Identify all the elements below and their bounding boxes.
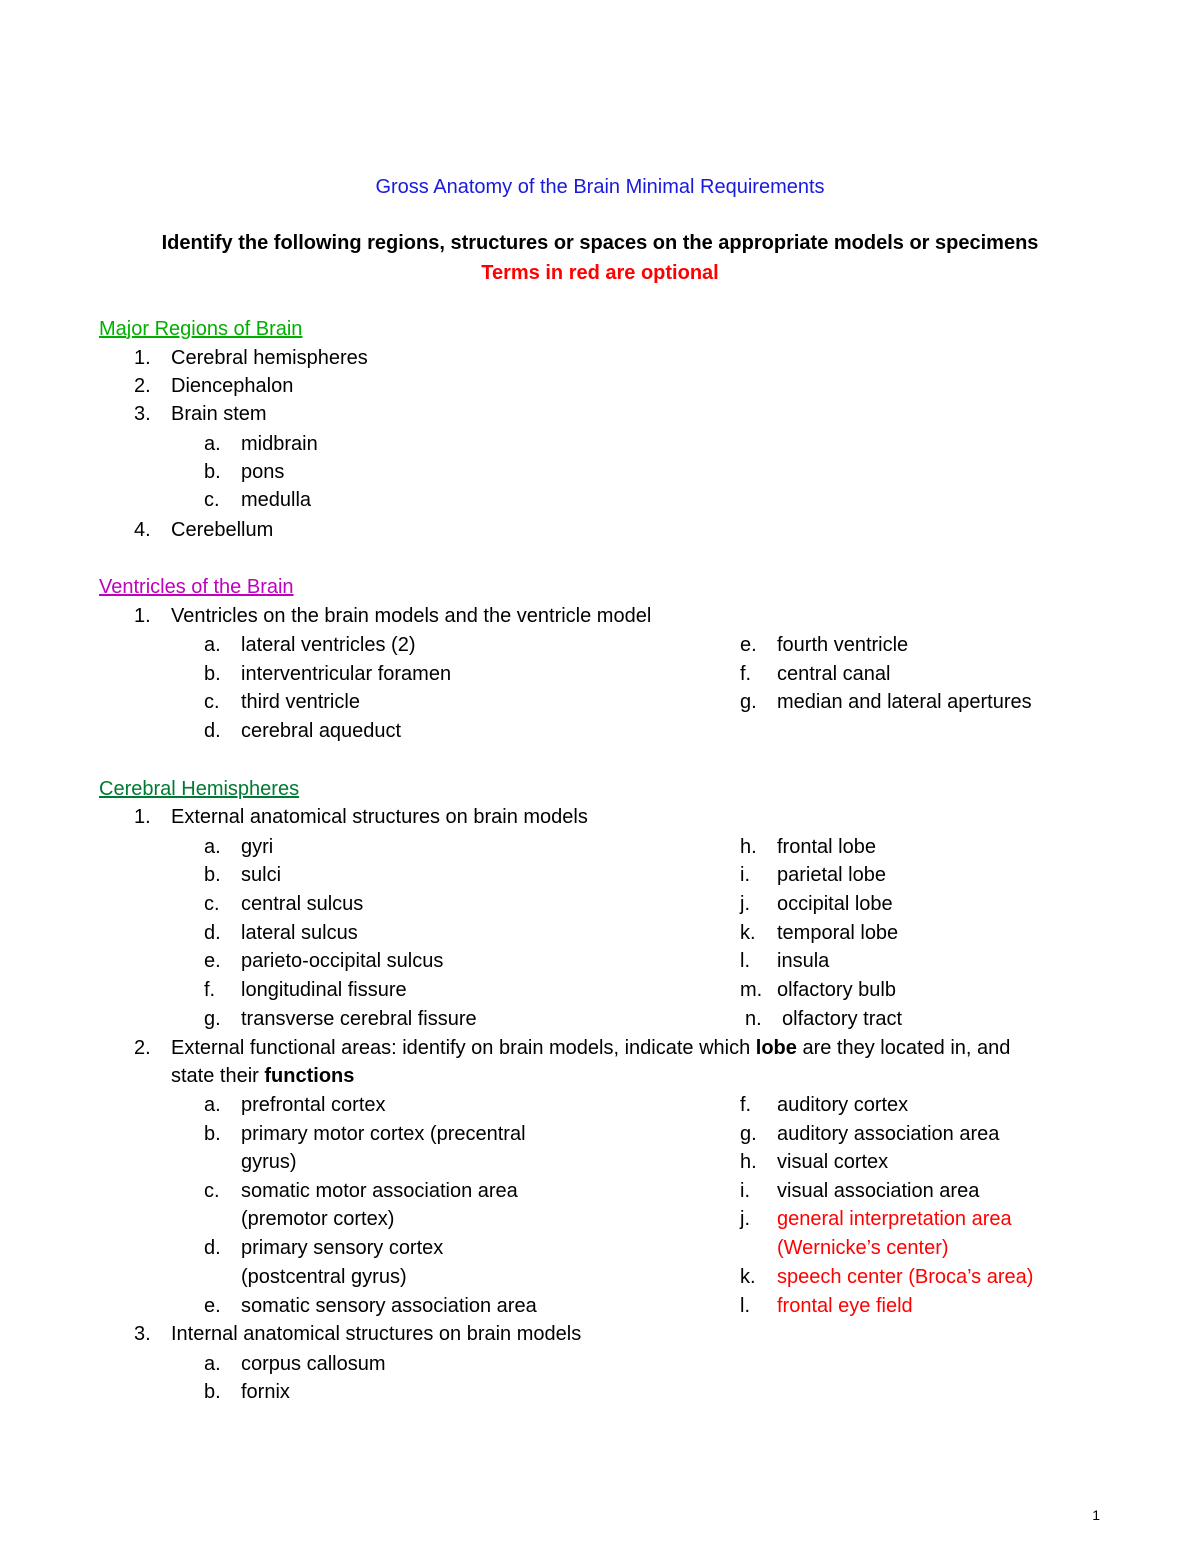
list-marker: b. xyxy=(204,1381,221,1403)
list-marker: k. xyxy=(740,922,756,944)
list-item-text: External anatomical structures on brain models xyxy=(171,806,588,828)
list-item-text: parieto-occipital sulcus xyxy=(241,950,444,972)
text-run: state their xyxy=(171,1065,265,1087)
list-item-text: prefrontal cortex xyxy=(241,1094,386,1116)
list-item-continuation xyxy=(171,1064,354,1088)
list-marker: a. xyxy=(204,634,221,656)
list-item-text: (postcentral gyrus) xyxy=(241,1266,407,1288)
list-marker: 1. xyxy=(134,605,151,627)
list-item-text: central canal xyxy=(777,663,891,685)
list-item-text: auditory association area xyxy=(777,1123,1000,1145)
list-marker: 3. xyxy=(134,1323,151,1345)
text-run: External functional areas: identify on brain models, indicate which xyxy=(171,1037,756,1059)
list-marker: j. xyxy=(740,1208,750,1230)
list-marker: h. xyxy=(740,836,757,858)
page-title: Gross Anatomy of the Brain Minimal Requirements xyxy=(375,176,825,198)
list-marker: d. xyxy=(204,922,221,944)
list-item-text: lateral ventricles (2) xyxy=(241,634,416,656)
list-marker: b. xyxy=(204,1123,221,1145)
list-marker: f. xyxy=(740,1094,752,1116)
list-marker: e. xyxy=(204,950,221,972)
section-heading-cerebral-hemispheres: Cerebral Hemispheres xyxy=(99,778,300,800)
list-item-text: third ventricle xyxy=(241,691,360,713)
text-run: are they located in, and xyxy=(796,1037,1011,1059)
list-item-text: fourth ventricle xyxy=(777,634,909,656)
list-item-text: pons xyxy=(241,461,285,483)
list-marker: 2. xyxy=(134,375,151,397)
list-item-text: parietal lobe xyxy=(777,864,886,886)
list-item-text: central sulcus xyxy=(241,893,364,915)
page-number: 1 xyxy=(1092,1507,1100,1523)
list-marker: f. xyxy=(204,979,216,1001)
list-marker: 1. xyxy=(134,347,151,369)
list-item-text: visual cortex xyxy=(777,1151,889,1173)
list-marker: i. xyxy=(740,1180,750,1202)
list-marker: m. xyxy=(740,979,763,1001)
list-marker: a. xyxy=(204,1353,221,1375)
list-item-text: olfactory bulb xyxy=(777,979,896,1001)
list-marker: c. xyxy=(204,893,220,915)
list-marker: b. xyxy=(204,461,221,483)
list-marker: g. xyxy=(740,1123,757,1145)
list-marker: c. xyxy=(204,489,220,511)
list-marker: f. xyxy=(740,663,752,685)
list-item-text: Ventricles on the brain models and the ventricle model xyxy=(171,605,652,627)
list-marker: 1. xyxy=(134,806,151,828)
list-marker: b. xyxy=(204,864,221,886)
list-item-text: (premotor cortex) xyxy=(241,1208,395,1230)
list-marker: n. xyxy=(745,1008,762,1030)
list-item-text: Diencephalon xyxy=(171,375,294,397)
list-item-text: gyrus) xyxy=(241,1151,297,1173)
list-item-text: temporal lobe xyxy=(777,922,899,944)
list-item-text: (Wernicke’s center) xyxy=(777,1237,949,1259)
list-item-text: gyri xyxy=(241,836,274,858)
list-item-text: primary sensory cortex xyxy=(241,1237,444,1259)
list-item-text: somatic sensory association area xyxy=(241,1295,537,1317)
list-item-text: general interpretation area xyxy=(777,1208,1012,1230)
list-marker: a. xyxy=(204,1094,221,1116)
list-item-text: Internal anatomical structures on brain models xyxy=(171,1323,582,1345)
list-item-text: Brain stem xyxy=(171,403,267,425)
list-item-text xyxy=(171,1036,1010,1060)
list-marker: 3. xyxy=(134,403,151,425)
list-item-text: longitudinal fissure xyxy=(241,979,407,1001)
list-item-text: interventricular foramen xyxy=(241,663,452,685)
instruction-text: Identify the following regions, structures or spaces on the appropriate models or specimens xyxy=(161,232,1039,254)
list-marker: e. xyxy=(740,634,757,656)
list-marker: j. xyxy=(740,893,750,915)
list-item-text: frontal lobe xyxy=(777,836,876,858)
list-item-text: fornix xyxy=(241,1381,290,1403)
list-marker: e. xyxy=(204,1295,221,1317)
list-item-text: frontal eye field xyxy=(777,1295,913,1317)
list-marker: d. xyxy=(204,1237,221,1259)
list-item-text: visual association area xyxy=(777,1180,980,1202)
list-marker: 2. xyxy=(134,1037,151,1059)
list-item-text: medulla xyxy=(241,489,312,511)
list-item-text: transverse cerebral fissure xyxy=(241,1008,477,1030)
list-marker: l. xyxy=(740,950,750,972)
list-item-text: speech center (Broca’s area) xyxy=(777,1266,1034,1288)
list-item-text: sulci xyxy=(241,864,282,886)
list-marker: a. xyxy=(204,433,221,455)
list-marker: b. xyxy=(204,663,221,685)
list-marker: k. xyxy=(740,1266,756,1288)
list-item-text: Cerebral hemispheres xyxy=(171,347,368,369)
list-marker: h. xyxy=(740,1151,757,1173)
list-item-text: olfactory tract xyxy=(782,1008,903,1030)
list-marker: i. xyxy=(740,864,750,886)
list-marker: l. xyxy=(740,1295,750,1317)
list-marker: c. xyxy=(204,1180,220,1202)
section-heading-ventricles: Ventricles of the Brain xyxy=(99,576,294,598)
list-marker: g. xyxy=(204,1008,221,1030)
bold-term: functions xyxy=(264,1065,355,1087)
list-item-text: median and lateral apertures xyxy=(777,691,1032,713)
list-marker: 4. xyxy=(134,519,151,541)
list-item-text: lateral sulcus xyxy=(241,922,358,944)
list-item-text: cerebral aqueduct xyxy=(241,720,402,742)
list-item-text: auditory cortex xyxy=(777,1094,909,1116)
section-heading-major-regions: Major Regions of Brain xyxy=(99,318,303,340)
list-item-text: corpus callosum xyxy=(241,1353,386,1375)
bold-term: lobe xyxy=(755,1037,797,1059)
list-marker: a. xyxy=(204,836,221,858)
optional-note: Terms in red are optional xyxy=(481,262,719,284)
list-marker: c. xyxy=(204,691,220,713)
list-item-text: occipital lobe xyxy=(777,893,893,915)
list-item-text: Cerebellum xyxy=(171,519,274,541)
list-item-text: primary motor cortex (precentral xyxy=(241,1123,526,1145)
list-marker: d. xyxy=(204,720,221,742)
list-item-text: midbrain xyxy=(241,433,318,455)
list-item-text: somatic motor association area xyxy=(241,1180,518,1202)
list-marker: g. xyxy=(740,691,757,713)
list-item-text: insula xyxy=(777,950,830,972)
